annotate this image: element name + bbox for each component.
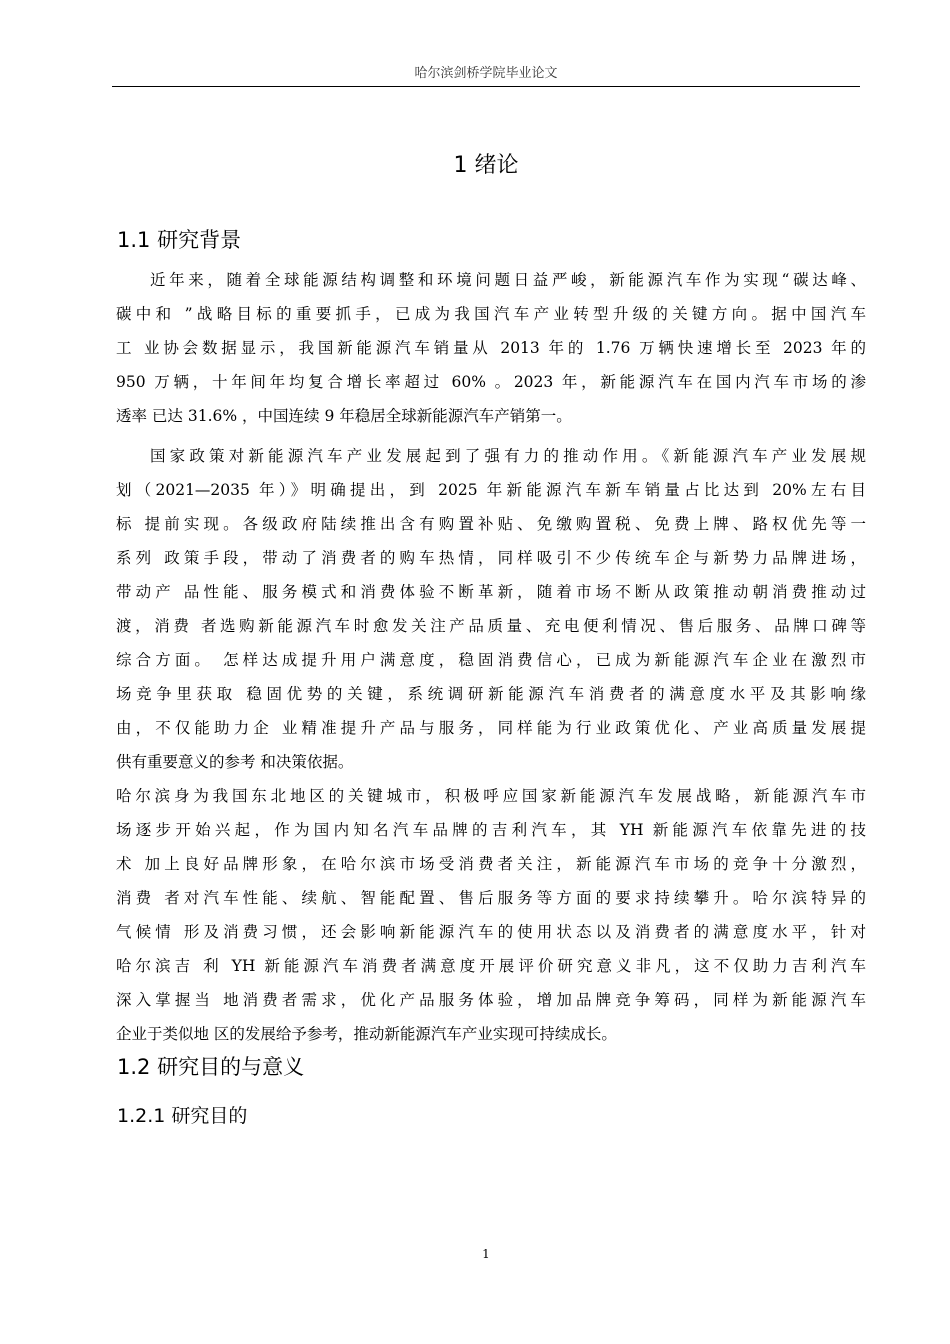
paragraph-line: 由，不仅能助力企 业精准提升产品与服务，同样能为行业政策优化、产业高质量发展提: [116, 719, 866, 737]
paragraph-line: 标 提前实现。各级政府陆续推出含有购置补贴、免缴购置税、免费上牌、路权优先等一: [116, 515, 866, 533]
paragraph-line: 渡，消费 者选购新能源汽车时愈发关注产品质量、充电便利情况、售后服务、品牌口碑等: [116, 617, 866, 635]
paragraph-line: 系列 政策手段，带动了消费者的购车热情，同样吸引不少传统车企与新势力品牌进场，: [116, 549, 866, 567]
paragraph-line: 消费 者对汽车性能、续航、智能配置、售后服务等方面的要求持续攀升。哈尔滨特异的: [116, 889, 866, 907]
paragraph-line: 哈尔滨身为我国东北地区的关键城市，积极呼应国家新能源汽车发展战略，新能源汽车市: [116, 787, 866, 805]
paragraph-line: 深入掌握当 地消费者需求，优化产品服务体验，增加品牌竞争筹码，同样为新能源汽车: [116, 991, 866, 1009]
paragraph-line: 场逐步开始兴起，作为国内知名汽车品牌的吉利汽车，其 YH 新能源汽车依靠先进的技: [116, 821, 866, 839]
paragraph-line: 供有重要意义的参考 和决策依据。: [116, 753, 354, 771]
subsection-title-1-2-1: 1.2.1 研究目的: [117, 1105, 248, 1127]
header-divider: [112, 86, 860, 87]
section-title-1-2: 1.2 研究目的与意义: [117, 1055, 305, 1079]
page-header: 哈尔滨剑桥学院毕业论文: [414, 66, 558, 81]
paragraph-line: 透率 已达 31.6% ，中国连续 9 年稳居全球新能源汽车产销第一。: [116, 407, 572, 425]
paragraph-line: 近年来，随着全球能源结构调整和环境问题日益严峻，新能源汽车作为实现“碳达峰、: [150, 271, 866, 289]
paragraph-line: 场竞争里获取 稳固优势的关键，系统调研新能源汽车消费者的满意度水平及其影响缘: [116, 685, 866, 703]
section-title-1-1: 1.1 研究背景: [117, 228, 242, 252]
paragraph-line: 工 业协会数据显示，我国新能源汽车销量从 2013 年的 1.76 万辆快速增长至 2023 年的: [116, 339, 866, 357]
page-number: 1: [482, 1247, 490, 1261]
paragraph-line: 国家政策对新能源汽车产业发展起到了强有力的推动作用。《新能源汽车产业发展规: [150, 447, 866, 465]
paragraph-line: 气候情 形及消费习惯，还会影响新能源汽车的使用状态以及消费者的满意度水平，针对: [116, 923, 866, 941]
paragraph-line: 带动产 品性能、服务模式和消费体验不断革新，随着市场不断从政策推动朝消费推动过: [116, 583, 866, 601]
paragraph-line: 哈尔滨吉 利 YH 新能源汽车消费者满意度开展评价研究意义非凡，这不仅助力吉利汽车: [116, 957, 866, 975]
paragraph-line: 950 万辆，十年间年均复合增长率超过 60% 。2023 年，新能源汽车在国内汽车市场的渗: [116, 373, 866, 391]
paragraph-line: 术 加上良好品牌形象，在哈尔滨市场受消费者关注，新能源汽车市场的竞争十分激烈，: [116, 855, 866, 873]
paragraph-line: 综合方面。 怎样达成提升用户满意度，稳固消费信心，已成为新能源汽车企业在激烈市: [116, 651, 866, 669]
chapter-title: 1 绪论: [453, 153, 519, 178]
paragraph-line: 划（2021—2035 年）》明确提出，到 2025 年新能源汽车新车销量占比达到 20%左右目: [116, 481, 866, 499]
paragraph-line: 碳中和 ”战略目标的重要抓手，已成为我国汽车产业转型升级的关键方向。据中国汽车: [116, 305, 866, 323]
paragraph-line: 企业于类似地 区的发展给予参考，推动新能源汽车产业实现可持续成长。: [116, 1025, 617, 1043]
